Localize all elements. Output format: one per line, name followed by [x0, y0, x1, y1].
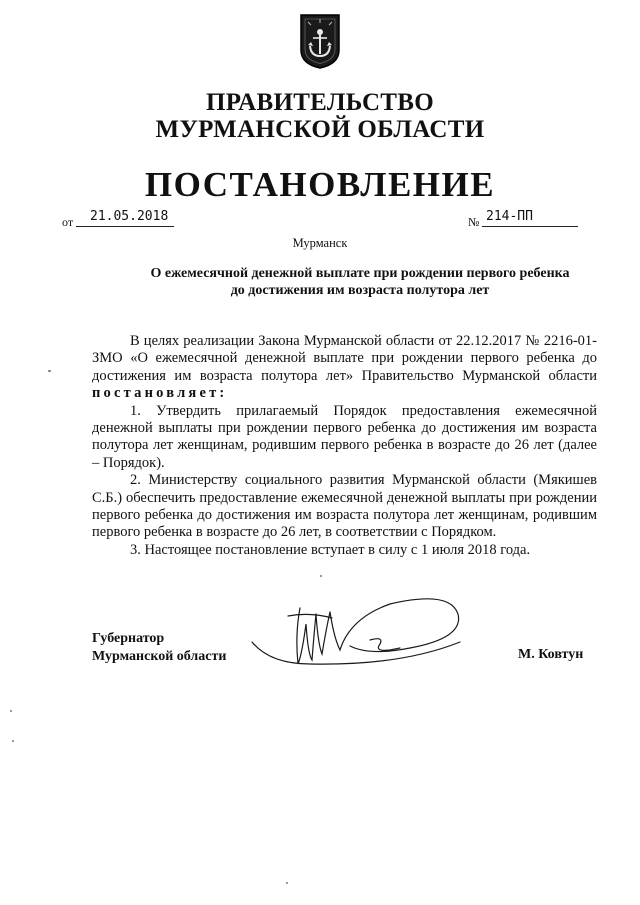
item-3: 3. Настоящее постановление вступает в силу с 1 июля 2018 года.	[130, 541, 531, 558]
date-prefix: от	[62, 215, 74, 229]
number-underline	[482, 226, 578, 227]
resolves-word: постановляет:	[92, 385, 228, 402]
preamble-paragraph	[92, 333, 597, 403]
scan-speck	[320, 575, 322, 577]
scan-speck	[12, 740, 14, 742]
subject-line-2: до достижения им возраста полутора лет	[230, 283, 490, 298]
document-type-title: ПОСТАНОВЛЕНИЕ	[144, 165, 496, 204]
document-body	[92, 333, 597, 559]
subject-line-1: О ежемесячной денежной выплате при рождении первого ребенка	[150, 266, 570, 281]
scan-speck	[286, 882, 288, 884]
city-name: Мурманск	[292, 236, 348, 250]
position-line-2: Мурманской области	[92, 649, 227, 664]
org-name-line-2: МУРМАНСКОЙ ОБЛАСТИ	[155, 116, 485, 143]
document-number: 214-ПП	[486, 209, 533, 224]
preamble-text: В целях реализации Закона Мурманской области от 22.12.2017 № 2216-01-ЗМО «О ежемесячной денежной выплате при рождении первого ребенка до достижения им возраста полутора лет» Правительство Мурманской области	[92, 333, 597, 384]
number-prefix: №	[468, 215, 480, 229]
date-underline	[76, 226, 174, 227]
org-name-line-1: ПРАВИТЕЛЬСТВО	[206, 89, 434, 116]
scan-speck	[10, 710, 12, 712]
scan-speck	[48, 370, 51, 372]
signatory-position	[92, 630, 226, 666]
document-subject	[120, 265, 600, 299]
signatory-name: М. Ковтун	[518, 647, 584, 662]
item-2: 2. Министерству социального развития Мурманской области (Мякишев С.Б.) обеспечить предоставление ежемесячной денежной выплаты при рождении первого ребенка до достижения им возраста полутора лет женщинам, родившим первого ребенка в возрасте до 26 лет, в соответствии с Порядком.	[92, 472, 597, 541]
coat-of-arms-emblem	[298, 12, 342, 70]
document-date: 21.05.2018	[90, 209, 169, 224]
position-line-1: Губернатор	[92, 631, 165, 646]
handwritten-signature	[250, 594, 480, 672]
item-1: 1. Утвердить прилагаемый Порядок предоставления ежемесячной денежной выплаты при рождении первого ребенка до достижения им возраста полутора лет женщинам, родившим первого ребенка в возрасте до 26 лет (далее – Порядок).	[92, 402, 597, 471]
